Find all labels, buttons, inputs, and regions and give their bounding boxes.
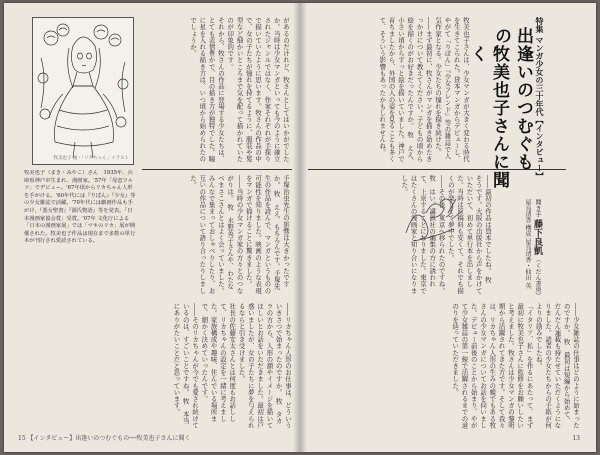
- compiler-names: 屋良清香・仙田 英: [524, 238, 531, 289]
- title-line-2: 牧美也子さんに聞く: [467, 45, 509, 189]
- article-heading: [467, 17, 546, 189]
- girl-illustration: [33, 18, 133, 164]
- signature-sketch: [396, 183, 466, 253]
- left-column-top: [144, 17, 290, 165]
- paragraph: それから、牧さんの作品に登場する少女たちは、とても表情豊かで、目の描き方が独特でした。瞳に星を入れる描き方は、いつ頃から始められたのでしょうか。: [189, 17, 225, 163]
- compiler-label: 構成: [524, 224, 531, 237]
- interviewer-label: 聞き手: [534, 199, 541, 217]
- title-line-1: 出逢いのつむぐもの: [491, 27, 533, 171]
- interviewer-reading: （くだん書房）: [534, 256, 541, 299]
- paragraph: ――リカちゃん人形のお仕事は、どういういきさつで始まったのですか。 牧 タカラの方から、人形の顔やイメージを描いてほしいとお話をいただきました。最初は戸惑いましたが、女の子たちに夢を与えられるならと引き受けました。: [237, 303, 292, 429]
- right-column-top: [310, 17, 470, 165]
- paragraph: 「イタリア、私」を作るにあたって、まず最初に牧美也子さんに監修をお願いしたいと考えました。牧さんは少女マンガの黎明期から活躍されてきた方です。そして我々は、リカちゃん人形の生みの親でもある牧さんの少女マンガについてお話を伺いました。デビュー前後のことから始まり、やがて少女雑誌の第一線で活躍されるまでの道のりを辿っていただきました。: [451, 303, 534, 429]
- divider: [142, 169, 292, 170]
- left-page: [4, 3, 300, 452]
- book-spread: [4, 3, 596, 452]
- feature-subtitle: 特集 マンガ少女の三十年代【インタビュー】: [535, 17, 545, 180]
- paragraph: 社長の佐藤安太さんとは何度もお話しして、リカちゃんの設定を一緒に考えました。家族構成や趣味、住んでいる場所まで、細かく決めていったんです。: [200, 303, 237, 422]
- paragraph: ――当時の少女マンガ家の方々とのつながりは。 牧 水野英子さんや、わたなべまさこさんとはよく会っていました。みんなで集まっておしゃべりしたり、お互いの作品について語り合ったりしました。: [189, 175, 244, 294]
- credits-block: [492, 199, 542, 305]
- interviewer-affiliation: 屋良清香: [524, 199, 531, 223]
- paragraph: 手塚治虫先生の影響は大きかったですか。 牧 ええ、もちろんです。手塚先生の作品を読んで、マンガというものの可能性を知りました。映画のような表現をマンガで描けることに驚きました。: [244, 175, 290, 294]
- illustration-caption: 牧美也子 画・「リカちゃん」イラスト: [53, 156, 129, 161]
- left-column-mid: [144, 175, 290, 295]
- left-column-bottom: [16, 303, 292, 429]
- left-folio: 15 【インタビュー】出逢いのつむぐもの──牧美也子さんに聞く: [18, 435, 191, 442]
- paragraph: ――少女雑誌の仕事はどのように始まったのですか。 牧 最初は短編から始めて、だんだん連載も持たせていただくようになりました。読者の少女たちからの手紙が何よりの励みでしたね。: [534, 303, 580, 429]
- paragraph: ――まず最初に、牧さんがマンガを描き始めたきっかけについて教えてください。子どもの頃から絵を描くのがお好きだったんですか。 牧 ええ、小さい頃からずっと絵を描いていました。神戸で育ちましたから、外国の人の姿を見ることも多くて、そういう影響もあったかもしれませんね。: [378, 17, 433, 165]
- right-folio: 13: [572, 435, 580, 442]
- paragraph: ――その後、東京へ移られたのですね。 牧 はい。講談社の編集の方に誘われて、上京することになりました。東京ではたくさんの漫画家と知り合いになりました。: [400, 175, 446, 294]
- paragraph: 牧美也子さんは、少女マンガが大きく変わる時代を生きてこられた。貸本マンガからデビューし、やがて『りぼん』『少女フレンド』等の雑誌で人気作家となる。少女たちの憧れを描き続けた。: [434, 17, 470, 163]
- author-bio: 牧美也子（まき・みやこ）さん 1935年、兵庫県神戸市生まれ、漫画家。'57年「母恋ワルツ」でデビュー。'67年頃からリカちゃん人形を手がける。'60年代には『りぼん』『少女』等の少女雑誌で活躍。'70年代には劇画作品も手がけ、『悪女聖書』『源氏物語』等を発表。「日本漫画家協会賞」受賞。'07年 文化庁による「日本の漫画家展」では「マキのリカ」展が開催された。牧美也子作品は現在まで多数の単行本が刊行され愛読されている。: [24, 170, 136, 245]
- paragraph: があるのだけれど、牧さんとしてはいかがでしたか。当時は少女マンガといっても今のように確立されたジャンルではなく、作家それぞれが手探りで描いていたように思います。牧さんの作品の中で、女の子たちが憧れを持てるように、服装や髪型など細かいところまで気を配って描かれていたのが印象的です。: [226, 17, 290, 163]
- right-column-bottom: [310, 303, 580, 429]
- paragraph: ――最初の作品は貸本でしたね。 牧 そうです。大阪の出版社から声をかけていただいて、初めて単行本を出しました。当時は原稿料も安くて、それでも描くのが楽しくて夢中でした。: [446, 175, 492, 294]
- illustration-frame: [32, 17, 134, 165]
- paragraph: ――そのリカちゃんが今でも愛され続けているのは、すごいことですね。 牧 本当にありがたいことだと思っています。: [172, 303, 200, 429]
- interviewer-name: 藤下良凱: [532, 218, 542, 255]
